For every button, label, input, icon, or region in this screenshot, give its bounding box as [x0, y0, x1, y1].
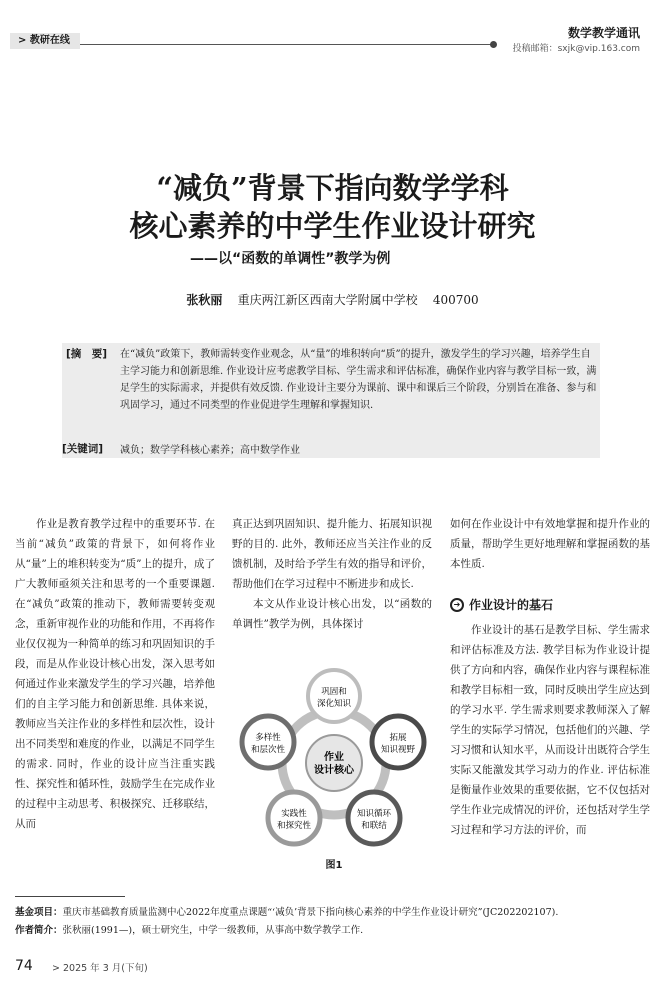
- node-label: 知识视野: [380, 745, 416, 755]
- center-circle: [306, 735, 362, 791]
- body-paragraph: 本文从作业设计核心出发，以“函数的单调性”教学为例，具体探讨: [232, 598, 432, 630]
- article-title-line1: “减负”背景下指向数学学科: [156, 171, 509, 205]
- section-heading: [450, 596, 553, 613]
- keywords-text: 减负；数学学科核心素养；高中数学作业: [120, 445, 300, 456]
- journal-title: 数学教学通讯: [567, 26, 640, 40]
- submission-email: 投稿邮箱：sxjk@vip.163.com: [512, 44, 640, 54]
- design-core-diagram: [232, 668, 436, 858]
- node-label: 深化知识: [316, 699, 352, 709]
- abstract-label: [摘 要]: [66, 348, 108, 360]
- node-label: 和层次性: [250, 745, 286, 755]
- node-label: 拓展: [389, 733, 407, 743]
- node-label: 实践性: [281, 809, 307, 819]
- author-line: [0, 291, 665, 308]
- node-label: 多样性: [255, 733, 281, 743]
- center-label-2: 设计核心: [314, 765, 354, 776]
- author-bio-label: 作者简介：: [15, 925, 63, 936]
- author-footnote: [15, 922, 655, 936]
- abstract-text: 在“减负”政策下，教师需转变作业观念，从“量”的堆积转向“质”的提升，激发学生的学习兴趣，培养学生自主学习能力和创新思维. 作业设计应考虑教学目标、学生需求和评估标准，确保作业内容与教学目标一致，满足学生的实际需求，并提供有效反馈. 作业设计主要分为课前、课中和课后三个阶段，分别旨在准备、参与和巩固学习，通过不同类型的作业促进学生理解和掌握知识.: [120, 349, 597, 411]
- body-paragraph: 真正达到巩固知识、提升能力、拓展知识视野的目的. 此外，教师还应当关注作业的反馈机制，及时给予学生有效的指导和评价，帮助他们在学习过程中不断进步和成长.: [232, 518, 432, 590]
- body-column-2: [232, 514, 432, 634]
- node-label: 知识循环: [356, 809, 392, 819]
- article-title-line2: 核心素养的中学生作业设计研究: [129, 209, 536, 243]
- figure-caption: 图1: [325, 860, 343, 871]
- footnote-rule: [15, 896, 125, 897]
- section-arrow-icon: ➔: [450, 598, 464, 612]
- body-column-3: [450, 514, 650, 574]
- body-column-1: [15, 514, 215, 834]
- author-affiliation: 重庆两江新区西南大学附属中学校: [237, 293, 418, 307]
- issue-date: > 2025 年 3 月(下旬): [52, 963, 148, 974]
- center-label-1: 作业: [324, 752, 344, 763]
- section-title: 作业设计的基石: [469, 598, 554, 612]
- page-number: 74: [15, 958, 33, 974]
- node-label: 巩固和: [321, 687, 347, 697]
- body-paragraph: 作业是教育教学过程中的重要环节. 在当前“减负”政策的背景下，如何将作业从“量”上的堆积转变为“质”上的提升，成了广大教师亟须关注和思考的一个重要课题. 在“减负”政策的推动下，教师需要转变观念，重新审视作业的功能和作用，不再将作业仅仅视为一种简单的练习和巩固知识的手段，而是从作业设计核心出发，深入思考如何通过作业来激发学生的学习兴趣，培养他们的自主学习能力和创新思维. 具体来说，教师应当关注作业的多样性和层次性，设计出不同类型和难度的作业，以满足不同学生的需求. 同时，作业的设计应当注重实践性、探究性和循环性，鼓励学生在完成作业的过程中主动思考、积极探究、迁移联结，从而: [15, 518, 215, 830]
- node-label: 和联结: [361, 821, 387, 831]
- keywords-label: [关键词]: [62, 443, 104, 455]
- fund-footnote: [15, 904, 655, 918]
- body-paragraph: 作业设计的基石是教学目标、学生需求和评估标准及方法. 教学目标为作业设计提供了方向和内容，确保作业内容与课程标准和教学目标相一致，同时反映出学生应达到的学习水平. 学生需求则要求教师深入了解学生的实际学习情况，包括他们的兴趣、学习习惯和认知水平，从而设计出既符合学生实际又能激发其学习动力的作业. 评估标准是衡量作业效果的重要依据，它不仅包括对学生作业完成情况的评价，还包括对学生学习过程和学习方法的评价，而: [450, 624, 650, 836]
- section-tag: > 教研在线: [10, 33, 80, 49]
- fund-label: 基金项目：: [15, 907, 63, 918]
- author-postcode: 400700: [432, 293, 479, 307]
- author-bio-text: 张秋丽(1991—)，硕士研究生，中学一级教师，从事高中数学教学工作.: [62, 925, 364, 936]
- body-column-3-continued: [450, 620, 650, 840]
- fund-text: 重庆市基础教育质量监测中心2022年度重点课题“‘减负’背景下指向核心素养的中学生作业设计研究”(JC202202107).: [62, 907, 559, 918]
- author-name: 张秋丽: [186, 293, 223, 307]
- node-label: 和探究性: [276, 821, 312, 831]
- article-subtitle: ——以“函数的单调性”教学为例: [190, 251, 391, 267]
- body-paragraph: 如何在作业设计中有效地掌握和提升作业的质量，帮助学生更好地理解和掌握函数的基本性质.: [450, 518, 650, 570]
- header-rule: [80, 44, 492, 45]
